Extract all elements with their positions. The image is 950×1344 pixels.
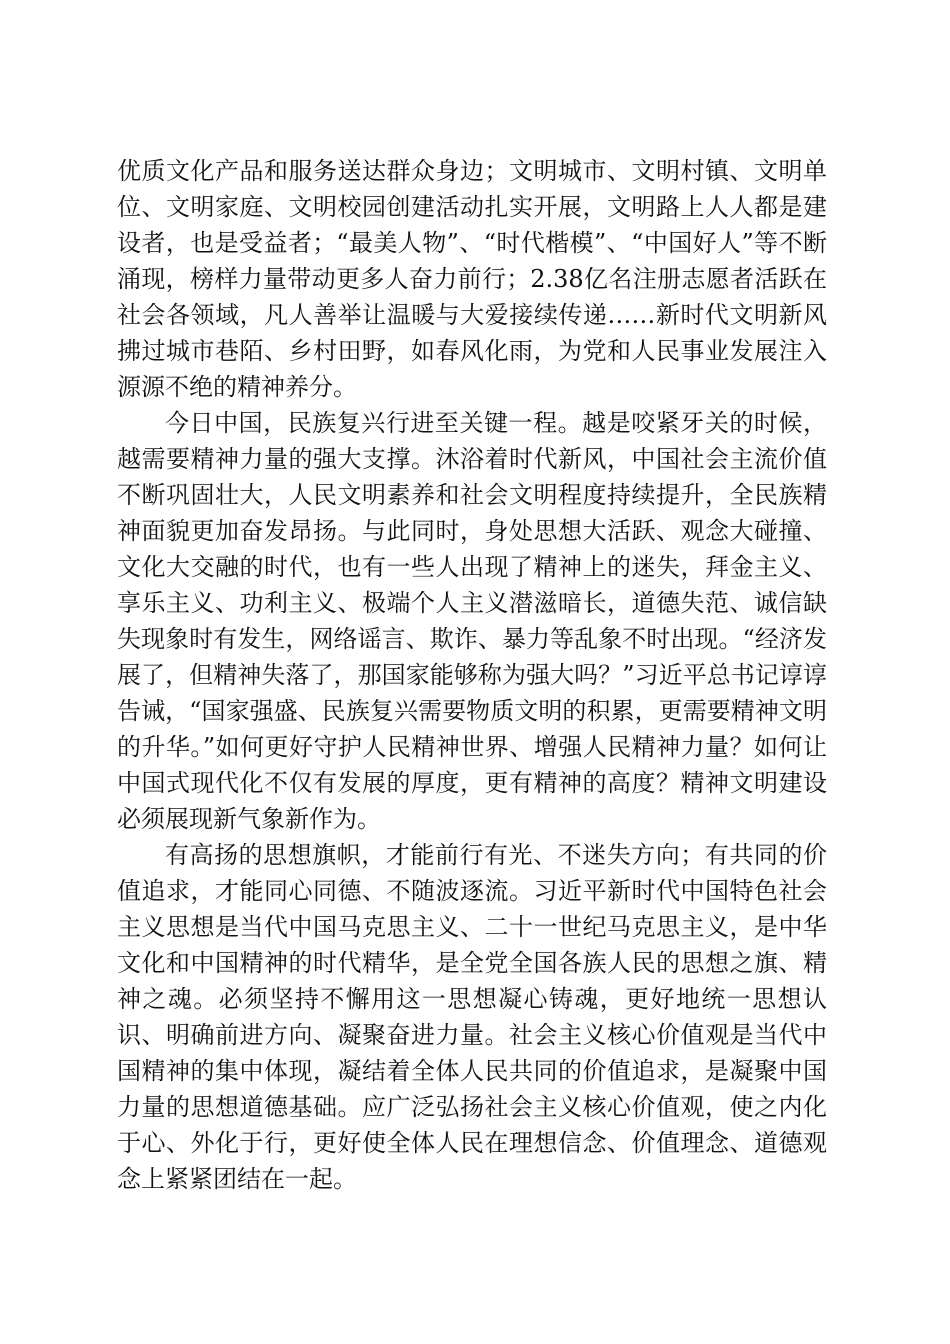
document-body (117, 153, 827, 1197)
paragraph-continued: 优质文化产品和服务送达群众身边；文明城市、文明村镇、文明单位、文明家庭、文明校园创建活动扎实开展，文明路上人人都是建设者，也是受益者；“最美人物”、“时代楷模”、“中国好人”等不断涌现，榜样力量带动更多人奋力前行；2.38亿名注册志愿者活跃在社会各领域，凡人善举让温暖与大爱接续传递……新时代文明新风拂过城市巷陌、乡村田野，如春风化雨，为党和人民事业发展注入源源不绝的精神养分。 (117, 157, 827, 401)
paragraph: 今日中国，民族复兴行进至关键一程。越是咬紧牙关的时候，越需要精神力量的强大支撑。沐浴着时代新风，中国社会主流价值不断巩固壮大，人民文明素养和社会文明程度持续提升，全民族精神面貌更加奋发昂扬。与此同时，身处思想大活跃、观念大碰撞、文化大交融的时代，也有一些人出现了精神上的迷失，拜金主义、享乐主义、功利主义、极端个人主义潜滋暗长，道德失范、诚信缺失现象时有发生，网络谣言、欺诈、暴力等乱象不时出现。“经济发展了，但精神失落了，那国家能够称为强大吗？”习近平总书记谆谆告诫，“国家强盛、民族复兴需要物质文明的积累，更需要精神文明的升华。”如何更好守护人民精神世界、增强人民精神力量？如何让中国式现代化不仅有发展的厚度，更有精神的高度？精神文明建设必须展现新气象新作为。 (117, 409, 827, 833)
paragraph: 有高扬的思想旗帜，才能前行有光、不迷失方向；有共同的价值追求，才能同心同德、不随波逐流。习近平新时代中国特色社会主义思想是当代中国马克思主义、二十一世纪马克思主义，是中华文化和中国精神的时代精华，是全党全国各族人民的思想之旗、精神之魂。必须坚持不懈用这一思想凝心铸魂，更好地统一思想认识、明确前进方向、凝聚奋进力量。社会主义核心价值观是当代中国精神的集中体现，凝结着全体人民共同的价值追求，是凝聚中国力量的思想道德基础。应广泛弘扬社会主义核心价值观，使之内化于心、外化于行，更好使全体人民在理想信念、价值理念、道德观念上紧紧团结在一起。 (117, 841, 827, 1193)
